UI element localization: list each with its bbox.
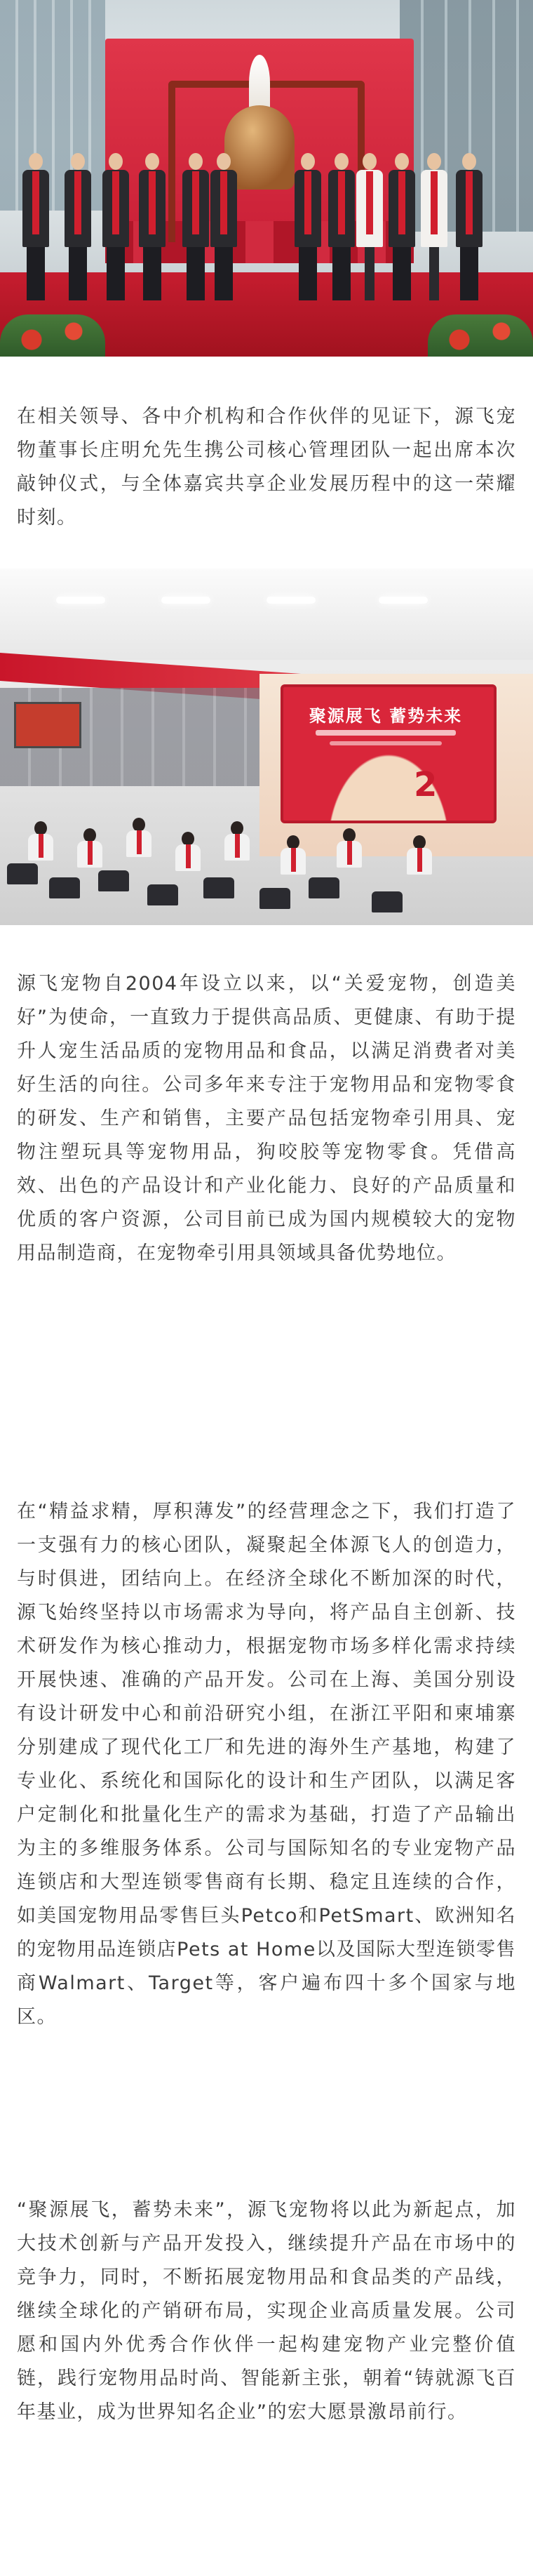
guest-figure [421,153,447,300]
guest-figure [210,153,237,300]
stage-screen-number: 2 [414,765,438,804]
attendee-figure [175,832,201,871]
guest-figure [139,153,166,300]
guest-figure [65,153,91,300]
flower-decoration [428,314,533,357]
paragraph-4: “聚源展飞，蓄势未来”，源飞宠物将以此为新起点，加大技术创新与产品开发投入，继续提升产品在市场中的竞争力，同时，不断拓展宠物用品和食品类的产品线，继续全球化的产销研布局，实现企业高质量发展。公司愿和国内外优秀合作伙伴一起构建宠物产业完整价值链，践行宠物用品时尚、智能新主张，朝着“铸就源飞百年基业，成为世界知名企业”的宏大愿景激昂前行。 [17,2199,516,2423]
attendee-figure [77,828,102,868]
guest-figure [102,153,129,300]
paragraph-1: 在相关领导、各中介机构和合作伙伴的见证下，源飞宠物董事长庄明允先生携公司核心管理团队一起出席本次敲钟仪式，与全体嘉宾共享企业发展历程中的这一荣耀时刻。 [17,406,516,529]
guest-figure [389,153,415,300]
guest-figure [456,153,483,300]
guest-figure [22,153,49,300]
attendee-figure [224,821,250,861]
guest-figure [182,153,209,300]
attendee-figure [407,835,432,875]
stage-screen-title: 聚源展飞 蓄势未来 [309,706,463,726]
guest-figure [295,153,321,300]
paragraph-3: 在“精益求精，厚积薄发”的经营理念之下，我们打造了一支强有力的核心团队，凝聚起全体源飞人的创造力，与时俱进，团结向上。在经济全球化不断加深的时代，源飞始终坚持以市场需求为导向，将产品自主创新、技术研发作为核心推动力，根据宠物市场多样化需求持续开展快速、准确的产品开发。公司在上海、美国分别设有设计研发中心和前沿研究小组，在浙江平阳和柬埔寨分别建成了现代化工厂和先进的海外生产基地，构建了专业化、系统化和国际化的设计和生产团队，以满足客户定制化和批量化生产的需求为基础，打造了产品输出为主的多维服务体系。公司与国际知名的专业宠物产品连锁店和大型连锁零售商有长期、稳定且连续的合作，如美国宠物用品零售巨头Petco和PetSmart、欧洲知名的宠物用品连锁店Pets at Home以及国际大型连锁零售商Walmart、Target等，客户遍布四十多个国家与地区。 [17,1501,516,2028]
flower-decoration [0,314,105,357]
conference-hall-photo [0,569,533,925]
attendee-figure [337,828,362,868]
attendee-figure [28,821,53,861]
guest-figure [328,153,355,300]
guest-figure [356,153,383,300]
bell-ceremony-photo [0,0,533,357]
paragraph-2: 源飞宠物自2004年设立以来，以“关爱宠物，创造美好”为使命，一直致力于提供高品质、更健康、有助于提升人宠生活品质的宠物用品和食品，以满足消费者对美好生活的向往。公司多年来专注于宠物用品和宠物零食的研发、生产和销售，主要产品包括宠物牵引用具、宠物注塑玩具等宠物用品，狗咬胶等宠物零食。凭借高效、出色的产品设计和产业化能力、良好的产品质量和优质的客户资源，公司目前已成为国内规模较大的宠物用品制造商，在宠物牵引用具领域具备优势地位。 [17,973,516,1264]
attendee-figure [281,835,306,875]
side-screen [14,702,81,748]
attendee-figure [126,818,151,857]
